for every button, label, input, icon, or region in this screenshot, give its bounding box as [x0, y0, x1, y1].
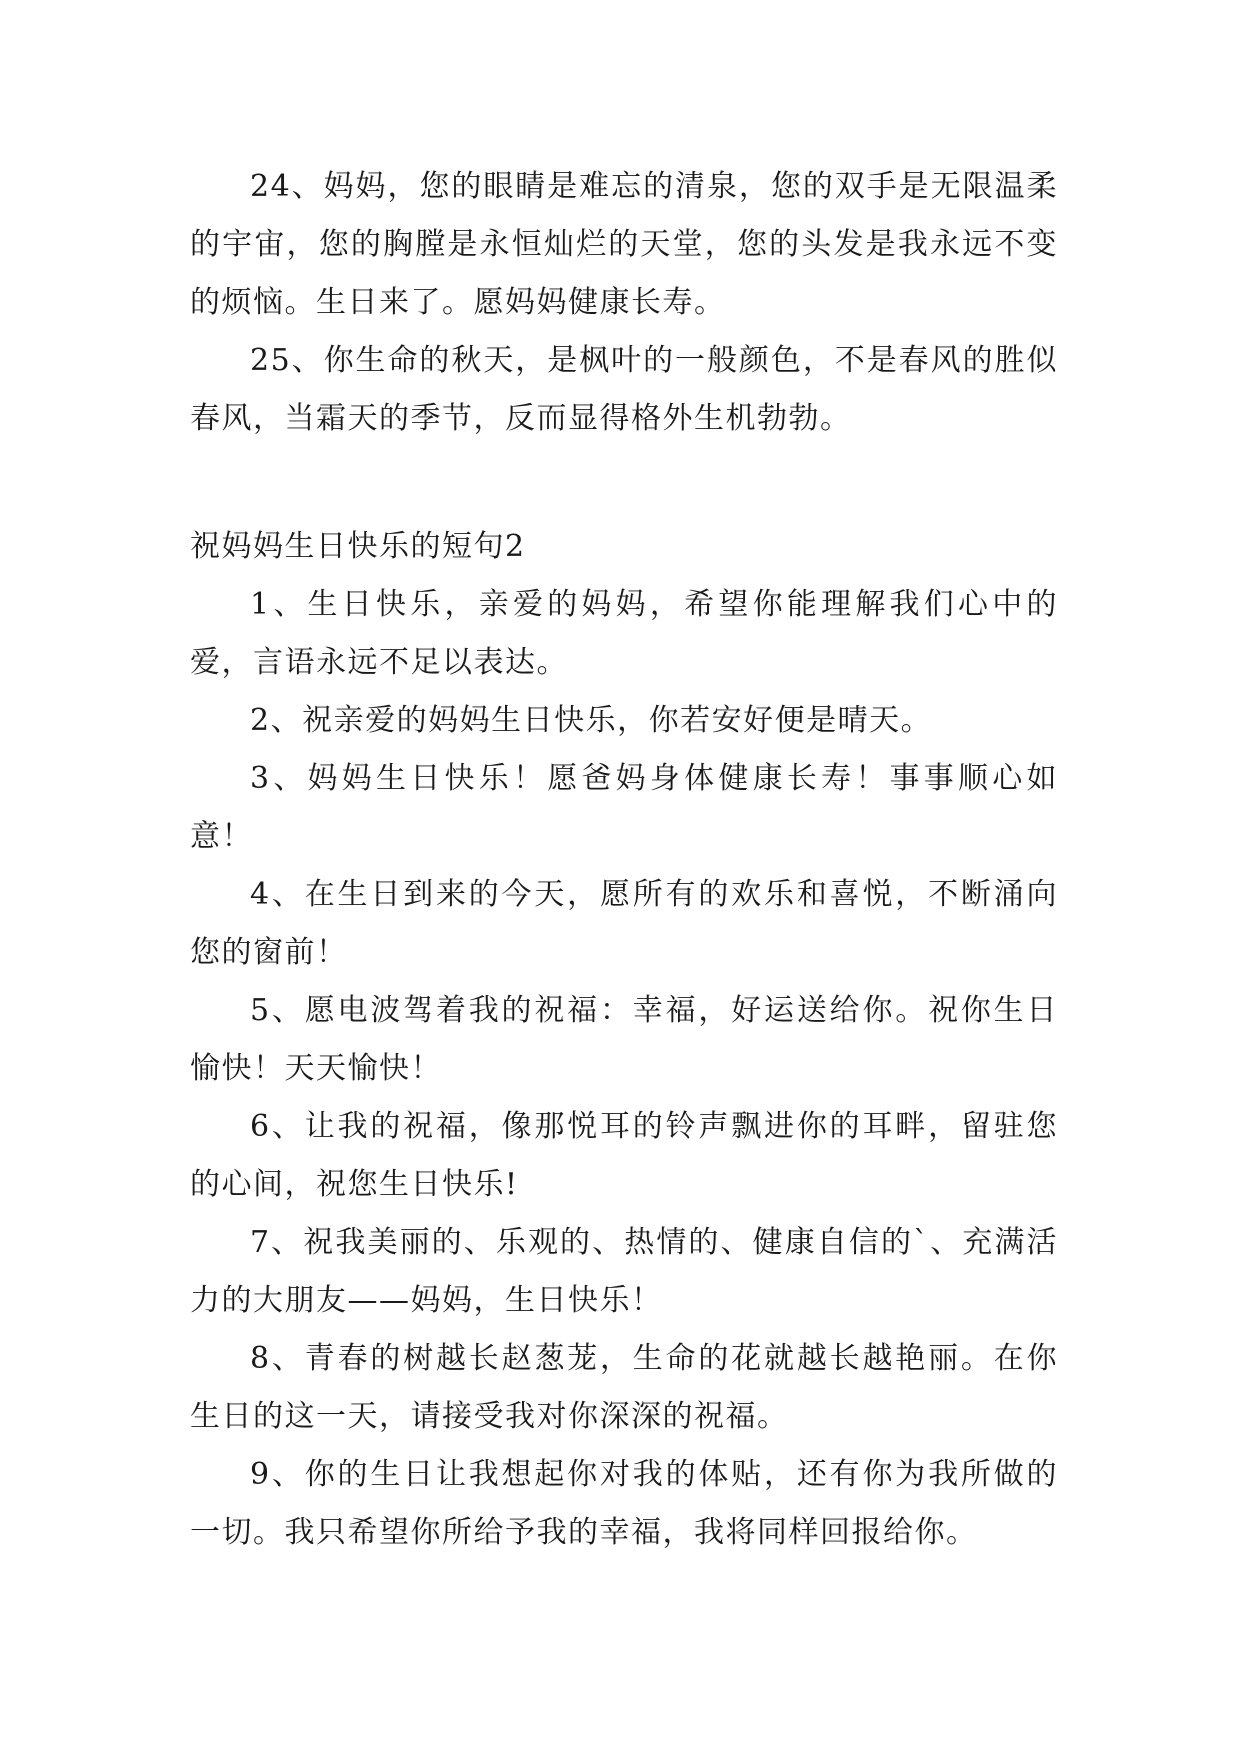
- wish-item-5: 5、愿电波驾着我的祝福：幸福，好运送给你。祝你生日愉快！天天愉快！: [190, 993, 1058, 1086]
- section-heading: 祝妈妈生日快乐的短句2: [190, 529, 526, 564]
- wish-item-8: 8、青春的树越长赵葱茏，生命的花就越长越艳丽。在你生日的这一天，请接受我对你深深的祝福。: [190, 1341, 1058, 1434]
- paragraph-25: 25、你生命的秋天，是枫叶的一般颜色，不是春风的胜似春风，当霜天的季节，反而显得格外生机勃勃。: [190, 343, 1058, 436]
- wish-item-9: 9、你的生日让我想起你对我的体贴，还有你为我所做的一切。我只希望你所给予我的幸福，我将同样回报给你。: [190, 1457, 1058, 1550]
- wish-item-4: 4、在生日到来的今天，愿所有的欢乐和喜悦，不断涌向您的窗前！: [190, 877, 1058, 970]
- wish-item-7: 7、祝我美丽的、乐观的、热情的、健康自信的`、充满活力的大朋友——妈妈，生日快乐！: [190, 1225, 1058, 1318]
- wish-item-6: 6、让我的祝福，像那悦耳的铃声飘进你的耳畔，留驻您的心间，祝您生日快乐!: [190, 1109, 1058, 1202]
- document-body: [190, 158, 1058, 1562]
- wish-item-3: 3、妈妈生日快乐！愿爸妈身体健康长寿！事事顺心如意！: [190, 761, 1058, 854]
- paragraph-24: 24、妈妈，您的眼睛是难忘的清泉，您的双手是无限温柔的宇宙，您的胸膛是永恒灿烂的天堂，您的头发是我永远不变的烦恼。生日来了。愿妈妈健康长寿。: [190, 169, 1058, 320]
- wish-item-1: 1、生日快乐，亲爱的妈妈，希望你能理解我们心中的爱，言语永远不足以表达。: [190, 587, 1058, 680]
- wish-item-2: 2、祝亲爱的妈妈生日快乐，你若安好便是晴天。: [250, 703, 933, 738]
